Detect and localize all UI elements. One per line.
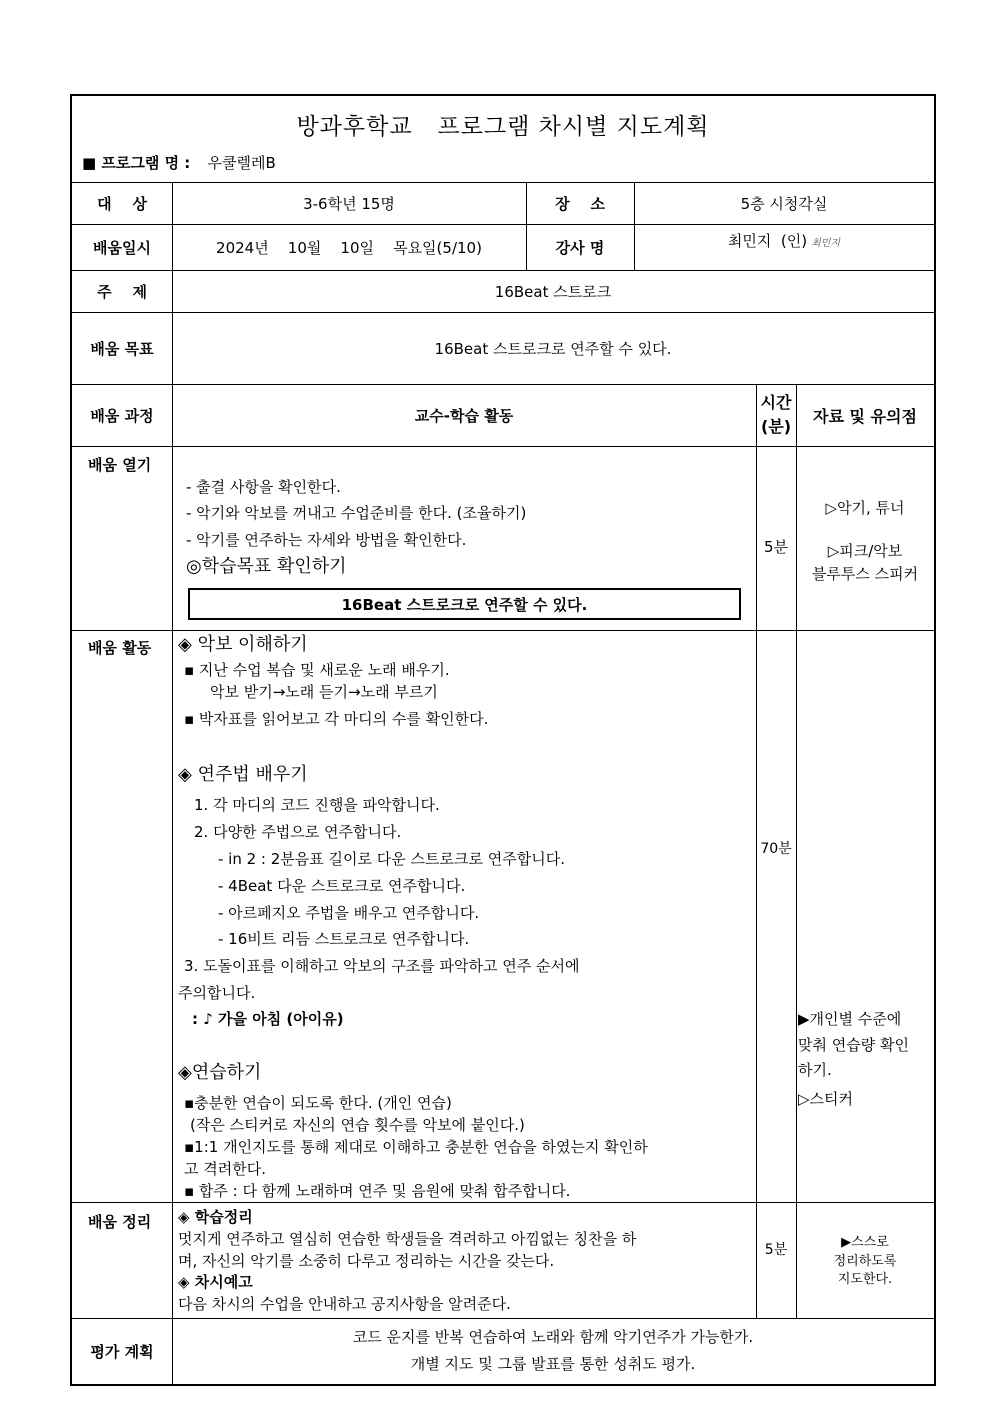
activity-material: 맞춰 연습량 확인: [798, 1036, 909, 1054]
activity-material: ▷스티커: [798, 1090, 854, 1108]
close-line: 며, 자신의 악기를 소중히 다루고 정리하는 시간을 갖는다.: [178, 1252, 555, 1270]
close-material: ▶스스로: [841, 1235, 889, 1250]
sec3-line: ▪ 합주 : 다 함께 노래하며 연주 및 음원에 맞춰 합주합니다.: [184, 1182, 571, 1200]
header-process: 배움 과정: [90, 406, 154, 425]
grid-line: [72, 1202, 934, 1203]
eval-line: 코드 운지를 반복 연습하여 노래와 함께 악기연주가 가능한가.: [352, 1328, 754, 1346]
close-time: 5분: [764, 1242, 788, 1258]
page-title: 방과후학교 프로그램 차시별 지도계획: [296, 114, 710, 140]
date-value: 2024년 10월 10일 목요일(5/10): [216, 238, 482, 257]
topic-label: 주 제: [97, 282, 147, 301]
sec3-line: ▪충분한 연습이 되도록 한다. (개인 연습): [184, 1094, 452, 1112]
open-line: - 악기와 악보를 꺼내고 수업준비를 한다. (조율하기): [186, 504, 527, 522]
sec3-line: 고 격려한다.: [184, 1160, 266, 1178]
header-activity: 교수-학습 활동: [414, 406, 514, 425]
program-name-label: ■ 프로그램 명 :: [82, 154, 191, 172]
sec1-line: ▪ 지난 수업 복습 및 새로운 노래 배우기.: [184, 661, 450, 679]
sec3-line: (작은 스티커로 자신의 연습 횟수를 악보에 붙인다.): [190, 1116, 525, 1134]
close-material: 지도한다.: [837, 1272, 893, 1287]
grid-line: [72, 446, 934, 447]
activity-material: 하기.: [798, 1061, 832, 1079]
open-material: 블루투스 스피커: [811, 565, 919, 583]
program-name: [82, 152, 276, 173]
teacher-value: [634, 230, 934, 254]
sec2-line: 3. 도돌이표를 이해하고 악보의 구조를 파악하고 연주 순서에: [184, 957, 580, 975]
target-label: 대 상: [97, 194, 147, 213]
sec1-line: 악보 받기→노래 듣기→노래 부르기: [210, 683, 438, 701]
date-label: 배움일시: [93, 238, 151, 257]
open-line: - 악기를 연주하는 자세와 방법을 확인한다.: [186, 531, 467, 549]
open-line: - 출결 사항을 확인한다.: [186, 478, 341, 496]
sec2-line: - in 2 : 2분음표 길이로 다운 스트로크로 연주합니다.: [218, 850, 565, 868]
close-label: 배움 정리: [88, 1213, 152, 1231]
header-time: 시간 (분): [760, 393, 792, 436]
song-title: : ♪ 가을 아침 (아이유): [192, 1010, 344, 1028]
preview-heading: ◈ 차시예고: [178, 1273, 253, 1291]
sec2-line: 2. 다양한 주법으로 연주합니다.: [194, 823, 402, 841]
topic-value: 16Beat 스트로크: [494, 282, 612, 301]
place-value: 5층 시청각실: [740, 194, 828, 213]
eval-label: 평가 계획: [90, 1342, 154, 1361]
target-value: 3-6학년 15명: [303, 194, 395, 213]
close-line: 멋지게 연주하고 열심히 연습한 학생들을 격려하고 아낌없는 칭찬을 하: [178, 1230, 637, 1248]
teacher-signature: 최민지: [811, 238, 841, 249]
open-material: ▷피크/악보: [827, 542, 903, 560]
preview-line: 다음 차시의 수업을 안내하고 공지사항을 알려준다.: [178, 1295, 511, 1313]
goal-heading: ◎학습목표 확인하기: [186, 556, 347, 577]
goal-value: 16Beat 스트로크로 연주할 수 있다.: [434, 339, 672, 358]
goal-box: 16Beat 스트로크로 연주할 수 있다.: [188, 588, 741, 620]
open-label: 배움 열기: [88, 456, 152, 474]
sec2-heading: ◈ 연주법 배우기: [178, 764, 308, 785]
grid-line: [72, 1318, 934, 1319]
sec2-line: 1. 각 마디의 코드 진행을 파악합니다.: [194, 796, 440, 814]
header-materials: 자료 및 유의점: [813, 406, 917, 426]
activity-material: ▶개인별 수준에: [798, 1010, 902, 1028]
eval-line: 개별 지도 및 그룹 발표를 통한 성취도 평가.: [410, 1355, 696, 1373]
close-material: 정리하도록: [833, 1254, 897, 1269]
open-material: ▷악기, 튜너: [825, 499, 905, 517]
goal-label: 배움 목표: [90, 339, 154, 358]
close-heading: ◈ 학습정리: [178, 1208, 253, 1226]
sec3-heading: ◈연습하기: [178, 1062, 262, 1083]
sec3-line: ▪1:1 개인지도를 통해 제대로 이해하고 충분한 연습을 하였는지 확인하: [184, 1138, 648, 1156]
place-label: 장 소: [555, 194, 605, 213]
sec2-line: 주의합니다.: [178, 984, 256, 1002]
activity-label: 배움 활동: [88, 639, 152, 657]
sec2-line: - 16비트 리듬 스트로크로 연주합니다.: [218, 930, 470, 948]
sec2-line: - 4Beat 다운 스트로크로 연주합니다.: [218, 877, 466, 895]
open-time: 5분: [763, 537, 789, 556]
program-name-value: 우쿨렐레B: [207, 154, 276, 172]
grid-line: [796, 384, 797, 1318]
activity-time: 70분: [760, 841, 792, 857]
sec1-heading: ◈ 악보 이해하기: [178, 634, 308, 655]
teacher-name: 최민지 (인): [727, 232, 808, 250]
lesson-plan-form: [70, 94, 936, 1386]
teacher-label: 강사 명: [555, 238, 605, 257]
grid-line: [72, 630, 934, 631]
sec1-line: ▪ 박자표를 읽어보고 각 마디의 수를 확인한다.: [184, 710, 489, 728]
sec2-line: - 아르페지오 주법을 배우고 연주합니다.: [218, 904, 480, 922]
